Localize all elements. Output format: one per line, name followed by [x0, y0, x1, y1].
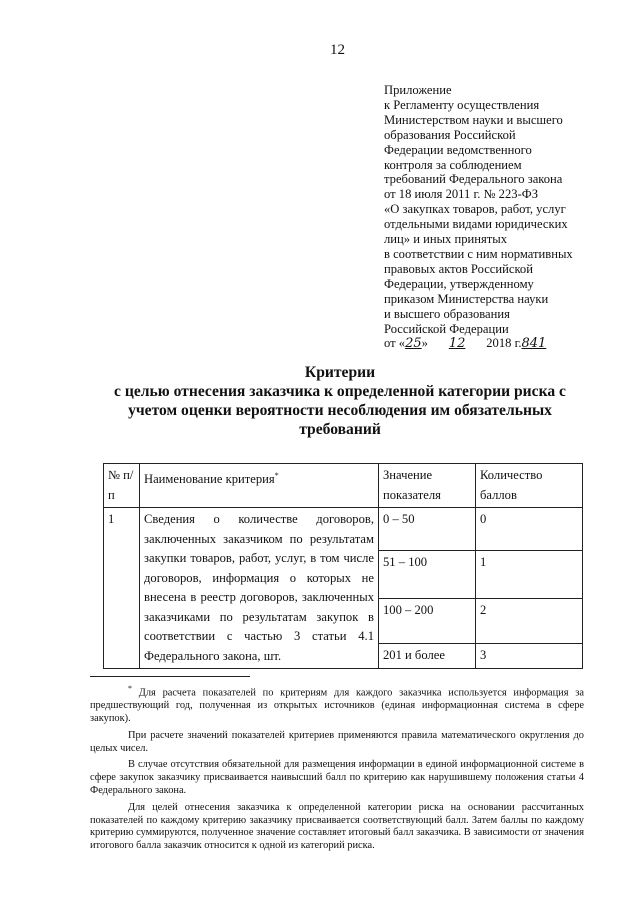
- table-row: [104, 508, 583, 551]
- row-num: 1: [104, 508, 140, 669]
- appendix-line: и высшего образования: [384, 306, 510, 321]
- document-title: [80, 363, 600, 439]
- appendix-line: Федерации, утвержденному: [384, 276, 534, 291]
- order-number-handwritten: 841: [521, 336, 547, 352]
- date-prefix: от «: [384, 336, 406, 351]
- footnote-1-mark: *: [128, 684, 132, 693]
- appendix-line: «О закупках товаров, работ, услуг: [384, 202, 566, 217]
- appendix-line: к Регламенту осуществления: [384, 97, 540, 112]
- appendix-line: Федерации ведомственного: [384, 142, 532, 157]
- footnote-1: [90, 683, 584, 726]
- footnote-mark: *: [274, 471, 279, 480]
- date-month-handwritten: 12: [448, 336, 466, 352]
- range-points: 0: [476, 508, 583, 551]
- table-header-row: [104, 464, 583, 508]
- appendix-line: от 18 июля 2011 г. № 223-ФЗ: [384, 187, 539, 202]
- date-day-handwritten: 25: [405, 336, 422, 352]
- range-points: 2: [476, 599, 583, 644]
- title-line-1: Критерии: [304, 364, 376, 381]
- footnote-4: Для целей отнесения заказчика к определенной категории риска на основании рассчитанных показателей по каждому критерию заказчику присваивается соответствующий балл. Затем баллы по каждому критерию суммируются, полученное значение составляет итоговый балл заказчика. В зависимости от значения итогового балла заказчик относится к одной из категорий риска.: [90, 801, 584, 852]
- title-line-3: учетом оценки вероятности несоблюдения им обязательных: [128, 402, 552, 419]
- range-points: 3: [476, 644, 583, 669]
- footnote-1-text: Для расчета показателей по критериям для каждого заказчика используется информация за предшествующий год, полученная из открытых источников (единая информационная система в сфере закупок).: [90, 687, 584, 725]
- footnote-divider: [90, 676, 250, 677]
- range-value: 0 – 50: [379, 508, 476, 551]
- appendix-line: правовых актов Российской: [384, 261, 533, 276]
- appendix-line: лиц» и иных принятых: [384, 232, 508, 247]
- header-name-text: Наименование критерия: [144, 472, 275, 487]
- appendix-line: образования Российской: [384, 127, 516, 142]
- date-mid: »: [421, 336, 432, 351]
- appendix-line: Приложение: [384, 83, 452, 97]
- criteria-table: [103, 463, 583, 669]
- range-points: 1: [476, 551, 583, 599]
- range-value: 51 – 100: [379, 551, 476, 599]
- appendix-line: Российской Федерации: [384, 321, 509, 336]
- header-points: Количество баллов: [476, 464, 583, 508]
- page-number: 12: [330, 42, 345, 58]
- appendix-line: требований Федерального закона: [384, 172, 563, 187]
- appendix-line: приказом Министерства науки: [384, 291, 549, 306]
- title-line-2: с целью отнесения заказчика к определенной категории риска с: [114, 383, 566, 400]
- title-line-4: требований: [299, 421, 381, 438]
- appendix-date-line: [384, 336, 594, 352]
- appendix-line: контроля за соблюдением: [384, 157, 522, 172]
- appendix-block: [384, 83, 594, 352]
- header-num: № п/п: [104, 464, 140, 508]
- footnote-2: При расчете значений показателей критериев применяются правила математического округления до целых чисел.: [90, 729, 584, 754]
- footnote-3: В случае отсутствия обязательной для размещения информации в единой информационной системе в сфере закупок заказчику присваивается наивысший балл по критерию как нарушившему положения статьи 4 Федерального закона.: [90, 759, 584, 797]
- row-criterion: Сведения о количестве договоров, заключенных заказчиком по результатам закупки товаров, работ, услуг, в том числе договоров, информация о которых не внесена в реестр договоров, заключенных заказчиками по результатам закупок в соответствии с частью 3 статьи 4.1 Федерального закона, шт.: [140, 508, 379, 669]
- appendix-line: отдельными видами юридических: [384, 217, 568, 232]
- header-value: Значение показателя: [379, 464, 476, 508]
- date-year: 2018 г.: [483, 336, 522, 351]
- range-value: 100 – 200: [379, 599, 476, 644]
- header-name: [140, 464, 379, 508]
- appendix-line: в соответствии с ним нормативных: [384, 246, 573, 261]
- range-value: 201 и более: [379, 644, 476, 669]
- footnotes: [90, 683, 584, 857]
- appendix-line: Министерством науки и высшего: [384, 112, 563, 127]
